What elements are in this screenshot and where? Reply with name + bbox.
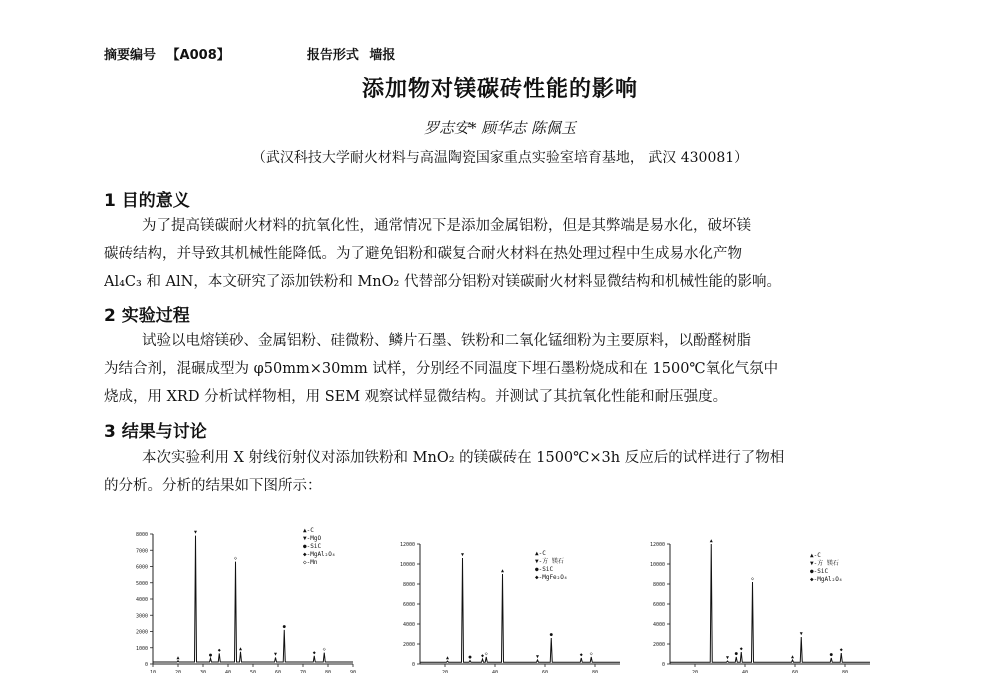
abstract-meta <box>104 44 401 63</box>
peak-marker: ◆ <box>312 649 316 656</box>
x-tick-label: 80 <box>324 670 332 673</box>
authors: 罗志安* 顾华志 陈佩玉 <box>423 119 577 137</box>
x-tick-label: 60 <box>274 670 282 673</box>
xrd-pattern-line <box>670 544 870 662</box>
legend-entry: ▲-C <box>303 527 314 534</box>
abstract-no-value: 【A008】 <box>166 48 230 63</box>
legend-entry: ▼-方 镁石 <box>535 558 564 565</box>
report-form-value: 墙报 <box>369 48 396 63</box>
peak-marker: ▲ <box>709 538 713 544</box>
y-tick-label: 2000 <box>402 642 415 648</box>
x-tick-label: 40 <box>224 670 232 673</box>
y-tick-label: 12000 <box>399 542 415 548</box>
y-tick-label: 0 <box>144 662 148 668</box>
peak-marker: ◆ <box>739 646 743 652</box>
peak-marker: ▼ <box>273 651 278 658</box>
body-line: 为了提高镁碳耐火材料的抗氧化性，通常情况下是添加金属铝粉，但是其弊端是易水化，破坏镁 <box>142 218 751 234</box>
peak-marker: ▼ <box>725 655 730 661</box>
abstract-no-label: 摘要编号 <box>104 48 157 63</box>
affiliation: （武汉科技大学耐火材料与高温陶瓷国家重点实验室培育基地， 武汉 430081） <box>251 150 749 166</box>
xrd-chart-1 <box>136 527 356 673</box>
y-tick-label: 12000 <box>649 542 665 548</box>
section-heading-2: 2 实验过程 <box>104 306 190 326</box>
peak-marker: ▼ <box>799 631 803 637</box>
y-tick-label: 4000 <box>135 597 148 603</box>
legend-entry: ▲-C <box>535 550 546 557</box>
peak-marker: ▼ <box>193 529 198 536</box>
section-body-1 <box>104 212 894 296</box>
x-tick-label: 90 <box>349 670 357 673</box>
peak-marker: ● <box>549 632 553 638</box>
y-tick-label: 2000 <box>135 629 148 636</box>
y-tick-label: 3000 <box>135 613 148 620</box>
y-tick-label: 5000 <box>135 580 148 587</box>
section-heading-1: 1 目的意义 <box>104 191 190 211</box>
y-tick-label: 1000 <box>135 645 148 652</box>
x-tick-label: 10 <box>149 670 157 673</box>
peak-marker: ◇ <box>750 576 755 582</box>
peak-marker: ▲ <box>176 654 180 661</box>
body-line: 为结合剂，混碾成型为 φ50mm×30mm 试样，分别经不同温度下埋石墨粉烧成和在 1500℃氧化气氛中 <box>104 361 779 377</box>
y-tick-label: 4000 <box>652 622 665 628</box>
y-tick-label: 8000 <box>135 532 148 538</box>
x-tick-label: 30 <box>199 670 207 673</box>
peak-marker: ◆ <box>480 653 485 659</box>
x-tick-label: 20 <box>174 670 182 673</box>
y-tick-label: 8000 <box>652 582 665 588</box>
y-tick-label: 10000 <box>649 562 665 568</box>
peak-marker: ● <box>282 623 286 630</box>
x-tick-label: 60 <box>541 670 549 673</box>
xrd-chart-3 <box>650 538 870 673</box>
body-line: 碳砖结构，并导致其机械性能降低。为了避免铝粉和碳复合耐火材料在热处理过程中生成易水化产物 <box>104 246 742 262</box>
y-tick-label: 6000 <box>652 602 665 608</box>
y-tick-label: 0 <box>661 662 665 668</box>
xrd-charts <box>115 522 875 673</box>
legend-entry: ◆-MgAl₂O₄ <box>303 551 336 558</box>
body-line: 试验以电熔镁砂、金属铝粉、硅微粉、鳞片石墨、铁粉和二氧化锰细粉为主要原料，以酚醛树脂 <box>142 333 751 349</box>
report-form-label: 报告形式 <box>306 48 359 63</box>
peak-marker: ● <box>208 652 213 659</box>
section-body-3 <box>104 444 894 500</box>
y-tick-label: 6000 <box>402 602 415 608</box>
peak-marker: ◆ <box>579 652 583 658</box>
xrd-chart-2 <box>400 542 620 673</box>
peak-marker: ▲ <box>500 568 505 574</box>
peak-marker: ▼ <box>460 552 465 558</box>
peak-marker: ● <box>829 652 833 658</box>
x-tick-label: 20 <box>691 670 699 673</box>
legend-entry: ●-SiC <box>535 566 554 573</box>
y-tick-label: 7000 <box>135 548 148 555</box>
body-line: Al₄C₃ 和 AlN，本文研究了添加铁粉和 MnO₂ 代替部分铝粉对镁碳耐火材料显微结构和机械性能的影响。 <box>104 274 781 290</box>
y-tick-label: 4000 <box>402 622 415 628</box>
legend-entry: ●-SiC <box>303 543 322 550</box>
y-tick-label: 2000 <box>652 642 665 648</box>
x-tick-label: 80 <box>841 670 849 673</box>
y-tick-label: 6000 <box>135 564 148 571</box>
peak-marker: ◇ <box>322 646 326 653</box>
legend-entry: ◆-MgFe₂O₄ <box>535 574 568 581</box>
peak-marker: ◆ <box>217 647 221 654</box>
legend-entry: ▼-MgO <box>303 535 322 542</box>
section-heading-3: 3 结果与讨论 <box>104 422 207 442</box>
x-tick-label: 80 <box>591 670 599 673</box>
y-tick-label: 8000 <box>402 582 415 588</box>
body-line: 的分析。分析的结果如下图所示： <box>104 478 322 494</box>
paper-title: 添加物对镁碳砖性能的影响 <box>361 77 638 102</box>
peak-marker: ▲ <box>790 654 795 660</box>
legend-entry: ▼-方 镁石 <box>810 560 839 567</box>
peak-marker: ▲ <box>445 655 450 661</box>
peak-marker: ◇ <box>589 651 593 657</box>
x-tick-label: 50 <box>249 670 257 673</box>
peak-marker: ● <box>468 654 472 661</box>
x-tick-label: 60 <box>791 670 799 673</box>
body-line: 本次实验利用 X 射线衍射仪对添加铁粉和 MnO₂ 的镁碳砖在 1500℃×3h 反应后的试样进行了物相 <box>142 450 785 466</box>
peak-marker: ◆ <box>839 647 843 653</box>
peak-marker: ▲ <box>238 645 243 652</box>
y-tick-label: 10000 <box>399 562 415 568</box>
legend-entry: ◆-MgAl₂O₄ <box>810 576 843 583</box>
peak-marker: ◇ <box>484 651 488 657</box>
legend-entry: ◇-Mn <box>303 559 318 566</box>
peak-marker: ▼ <box>535 654 540 660</box>
section-body-2 <box>104 327 894 411</box>
xrd-pattern-line <box>420 558 620 662</box>
x-tick-label: 20 <box>441 670 449 673</box>
y-tick-label: 0 <box>411 662 415 668</box>
peak-marker: ◇ <box>233 555 238 562</box>
body-line: 烧成，用 XRD 分析试样物相，用 SEM 观察试样显微结构。并测试了其抗氧化性能和耐压强度。 <box>104 389 728 405</box>
peak-marker: ● <box>734 651 738 657</box>
legend-entry: ●-SiC <box>810 568 829 575</box>
x-tick-label: 70 <box>299 670 307 673</box>
legend-entry: ▲-C <box>810 552 821 559</box>
x-tick-label: 40 <box>491 670 499 673</box>
x-tick-label: 40 <box>741 670 749 673</box>
